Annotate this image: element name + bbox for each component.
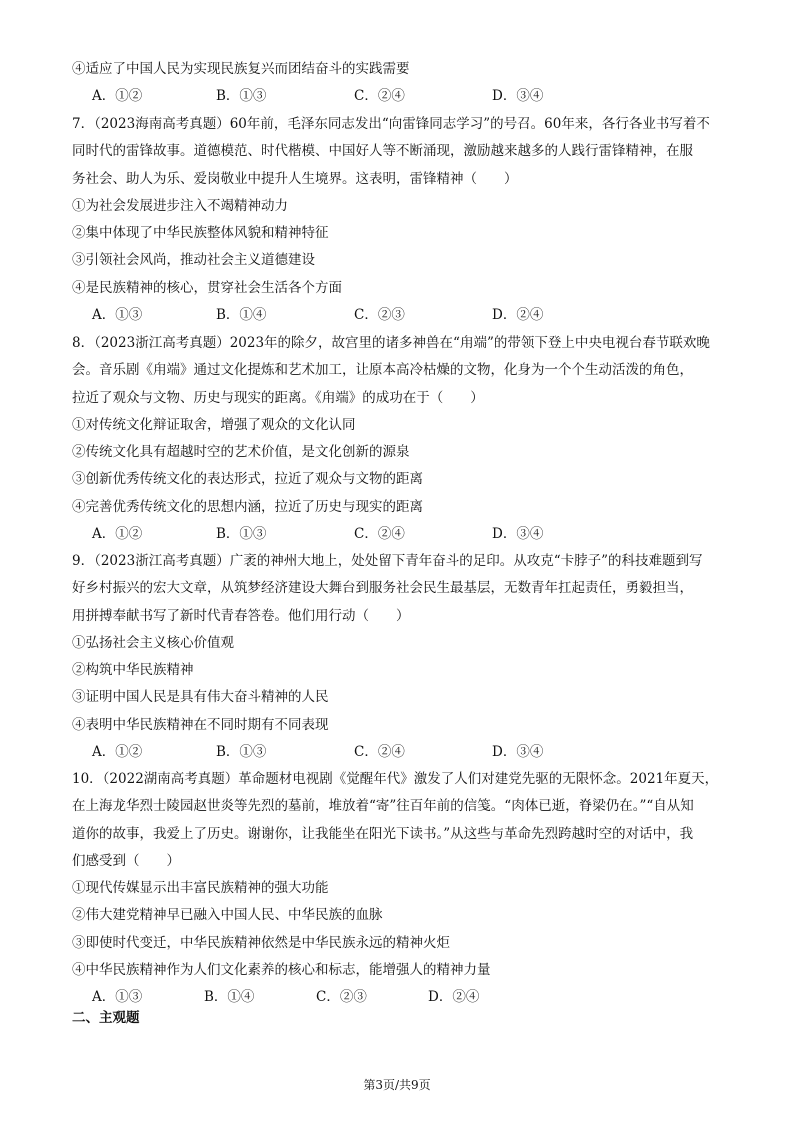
q10-choice-d[interactable]: D．②④ (428, 989, 480, 1006)
q9-option-1: ①弘扬社会主义核心价值观 (72, 634, 234, 651)
choice-c[interactable]: C．②④ (354, 88, 405, 105)
q8-choice-a[interactable]: A．①② (92, 526, 143, 543)
prev-option-4: ④适应了中国人民为实现民族复兴而团结奋斗的实践需要 (72, 61, 410, 77)
q7-stem-line-1: 7．（2023海南高考真题）60年前，毛泽东同志发出“向雷锋同志学习”的号召。60年来，各行各业书写着不 (72, 116, 710, 132)
choice-a[interactable]: A．①② (92, 88, 143, 105)
page-footer: 第3页/共9页 (363, 1078, 431, 1092)
q10-stem-line-1: 10．（2022湖南高考真题）革命题材电视剧《觉醒年代》激发了人们对建党先驱的无限怀念。2021年夏天， (72, 771, 719, 787)
prev-question (72, 56, 727, 111)
choice-b[interactable]: B．①③ (216, 88, 267, 105)
q8-option-3: ③创新优秀传统文化的表达形式，拉近了观众与文物的距离 (72, 471, 423, 488)
question-9 (72, 548, 727, 766)
q10-stem-line-4: 们感受到（ ） (72, 852, 180, 869)
q10-option-1: ①现代传媒显示出丰富民族精神的强大功能 (72, 880, 329, 897)
question-10 (72, 766, 727, 1012)
q8-stem-line-2: 会。音乐剧《甪端》通过文化提炼和艺术加工，让原本高冷枯燥的文物，化身为一个个生动活泼的角色， (72, 362, 693, 379)
q10-stem-line-3: 道你的故事，我爱上了历史。谢谢你，让我能坐在阳光下读书。”从这些与革命先烈跨越时空的对话中，我 (72, 825, 694, 842)
question-8 (72, 330, 727, 548)
section-heading: 二、主观题 (72, 1010, 140, 1026)
q10-choices (72, 984, 727, 1011)
q8-choice-c[interactable]: C．②④ (354, 526, 405, 543)
q7-stem-line-2: 同时代的雷锋故事。道德模范、时代楷模、中国好人等不断涌现，激励越来越多的人践行雷锋精神，在服 (72, 143, 693, 160)
q10-choice-c[interactable]: C．②③ (316, 989, 367, 1006)
q9-option-4: ④表明中华民族精神在不同时期有不同表现 (72, 716, 329, 733)
q10-choice-b[interactable]: B．①④ (204, 989, 255, 1006)
q10-choice-a[interactable]: A．①③ (92, 989, 143, 1006)
q7-choice-d[interactable]: D．②④ (492, 307, 544, 324)
q7-option-1: ①为社会发展进步注入不竭精神动力 (72, 197, 288, 214)
q9-option-3: ③证明中国人民是具有伟大奋斗精神的人民 (72, 689, 329, 706)
q7-option-2: ②集中体现了中华民族整体风貌和精神特征 (72, 225, 329, 242)
q9-choice-c[interactable]: C．②④ (354, 744, 405, 761)
q8-stem-line-3: 拉近了观众与文物、历史与现实的距离。《甪端》的成功在于（ ） (72, 389, 484, 406)
q8-option-1: ①对传统文化辩证取舍，增强了观众的文化认同 (72, 416, 356, 433)
q8-choices (72, 521, 727, 548)
q9-choice-b[interactable]: B．①③ (216, 744, 267, 761)
q8-option-4: ④完善优秀传统文化的思想内涵，拉近了历史与现实的距离 (72, 498, 423, 515)
q9-stem-line-3: 用拼搏奉献书写了新时代青春答卷。他们用行动（ ） (72, 607, 410, 624)
q7-choice-b[interactable]: B．①④ (216, 307, 267, 324)
q10-option-4: ④中华民族精神作为人们文化素养的核心和标志，能增强人的精神力量 (72, 962, 491, 979)
q7-option-3: ③引领社会风尚，推动社会主义道德建设 (72, 252, 315, 269)
q9-option-2: ②构筑中华民族精神 (72, 662, 194, 679)
q7-stem-line-3: 务社会、助人为乐、爱岗敬业中提升人生境界。这表明，雷锋精神（ ） (72, 170, 518, 187)
q10-stem-line-2: 在上海龙华烈士陵园赵世炎等先烈的墓前，堆放着“寄”往百年前的信笺。“肉体已逝，脊梁仍在。”“自从知 (72, 798, 694, 815)
question-7 (72, 111, 727, 329)
q8-choice-b[interactable]: B．①③ (216, 526, 267, 543)
q9-choices (72, 739, 727, 766)
prev-choices (72, 83, 727, 110)
q10-option-2: ②伟大建党精神早已融入中国人民、中华民族的血脉 (72, 907, 383, 924)
q8-choice-d[interactable]: D．③④ (492, 526, 544, 543)
q7-option-4: ④是民族精神的核心，贯穿社会生活各个方面 (72, 279, 342, 296)
q7-choices (72, 302, 727, 329)
q9-stem-line-1: 9．（2023浙江高考真题）广袤的神州大地上，处处留下青年奋斗的足印。从攻克“卡脖子”的科技难题到写 (72, 553, 703, 569)
q8-stem-line-1: 8．（2023浙江高考真题）2023年的除夕，故宫里的诸多神兽在“甪端”的带领下登上中央电视台春节联欢晚 (72, 335, 710, 351)
q7-choice-a[interactable]: A．①③ (92, 307, 143, 324)
choice-d[interactable]: D．③④ (492, 88, 544, 105)
q8-option-2: ②传统文化具有超越时空的艺术价值，是文化创新的源泉 (72, 444, 410, 461)
q9-choice-d[interactable]: D．③④ (492, 744, 544, 761)
q9-choice-a[interactable]: A．①② (92, 744, 143, 761)
q7-choice-c[interactable]: C．②③ (354, 307, 405, 324)
q9-stem-line-2: 好乡村振兴的宏大文章，从筑梦经济建设大舞台到服务社会民生最基层，无数青年扛起责任，勇毅担当， (72, 580, 693, 597)
q10-option-3: ③即使时代变迁，中华民族精神依然是中华民族永远的精神火炬 (72, 934, 450, 951)
